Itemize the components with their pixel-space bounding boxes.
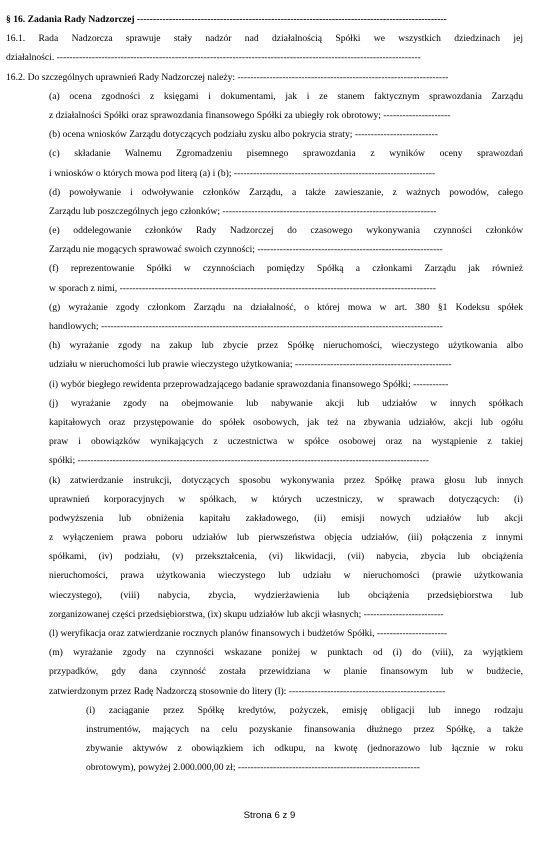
text-line: (g) wyrażanie zgody członkom Zarządu na działalność, o której mowa w art. 380 §1 Kodeksu spółek xyxy=(49,301,523,313)
text-line: przypadków, gdy dana czynność została przewidziana w planie finansowym lub w budżecie, xyxy=(49,666,523,678)
text-line: (l) weryfikacja oraz zatwierdzanie rocznych planów finansowych i budżetów Spółki, ---------------------- xyxy=(49,628,448,639)
text-line: (m) wyrażanie zgody na czynności wskazane poniżej w punktach od (i) do (viii), za wyjątkiem xyxy=(49,647,523,659)
text-line: (b) ocena wniosków Zarządu dotyczących podziału zysku albo pokrycia straty; -------------------------- xyxy=(49,129,438,141)
section-heading: § 16. Zadania Rady Nadzorczej ------------------------------------------------------------------------------------------------- xyxy=(6,14,447,25)
text-line: spółkami, (iv) podziału, (v) przekształcenia, (vi) likwidacji, (vii) nabycia, zbycia lub obciążenia xyxy=(49,551,523,563)
text-line: nieruchomości, prawa użytkowania wieczystego lub udziału w nieruchomości (prawie użytkowania xyxy=(49,570,523,582)
text-line: Zarządu lub poszczególnych jego członków; ------------------------------------------------------------------- xyxy=(49,205,437,217)
text-line: uprawnień korporacyjnych w spółkach, w których uczestniczy, w sprawach dotyczących: (i) xyxy=(49,493,523,505)
text-line: udziału w nieruchomości lub prawie wieczystego użytkowania; ------------------------------------------------- xyxy=(49,359,452,371)
text-line: (c) składanie Walnemu Zgromadzeniu pisemnego sprawozdania z wyników oceny sprawozdań xyxy=(49,148,523,160)
text-line: Zarządu nie mogących sprawować swoich czynności; ---------------------------------------------------------- xyxy=(49,244,443,256)
text-line: (f) reprezentowanie Spółki w czynnościach pomiędzy Spółką a członkami Zarządu jak również xyxy=(49,263,523,275)
text-line: z wyłączeniem prawa poboru udziałów lub pierwszeństwa objęcia udziałów, (iii) połączenia z innymi xyxy=(49,532,523,544)
text-line: handlowych; ----------------------------------------------------------------------------------------------------------- xyxy=(49,321,443,332)
text-line: spółki; -------------------------------------------------------------------------------------------------------------- xyxy=(49,455,429,467)
text-line: (i) wybór biegłego rewidenta przeprowadzającego badanie sprawozdania finansowego Spółki; ----------- xyxy=(49,378,449,390)
text-line: (d) powoływanie i odwoływanie członków Zarządu, a także zawieszanie, z ważnych powodów, całego xyxy=(49,186,523,198)
page-number: Strona 6 z 9 xyxy=(243,810,296,821)
text-line: w sporach z nimi, --------------------------------------------------------------------------------------------------- xyxy=(49,282,436,294)
text-line: (j) wyrażanie zgody na obejmowanie lub nabywanie akcji lub udziałów w innych spółkach xyxy=(49,397,523,409)
text-line: kapitałowych oraz przystępowanie do spółek osobowych, jak też na zbywania udziałów, akcji lub ogółu xyxy=(49,416,523,428)
text-line: zbywanie aktywów z obowiązkiem ich odkupu, na kwotę (jednorazowo lub łącznie w roku xyxy=(86,743,523,755)
text-line: (i) zaciąganie przez Spółkę kredytów, pożyczek, emisję obligacji lub innego rodzaju xyxy=(86,704,523,716)
text-line: i wniosków o których mowa pod literą (a) i (b); --------------------------------------------------------------- xyxy=(49,167,436,179)
text-line: zatwierdzonym przez Radę Nadzorczą stosownie do litery (l): ------------------------------------------------- xyxy=(49,685,446,697)
text-line: praw i obowiązków wynikających z uczestnictwa w spółce osobowej oraz na wystąpienie z takiej xyxy=(49,436,523,448)
document-body xyxy=(6,10,523,778)
text-line: wieczystego), (viii) nabycia, zbycia, wydzierżawienia lub obciążenia przedsiębiorstwa lub xyxy=(49,589,523,601)
text-line: zorganizowanej części przedsiębiorstwa, (ix) skupu udziałów lub akcji własnych; ------------------------- xyxy=(49,608,444,620)
text-line: z działalności Spółki oraz sprawozdania finansowego Spółki za ubiegły rok obrotowy; --------------------- xyxy=(49,109,451,121)
text-line: działalności. ------------------------------------------------------------------------------------------------------------------ xyxy=(6,52,421,64)
text-line: 16.2. Do szczególnych uprawnień Rady Nadzorczej należy: ------------------------------------------------------------------ xyxy=(6,71,449,83)
text-line: podwyższenia lub obniżenia kapitału zakładowego, (ii) emisji nowych udziałów lub akcji xyxy=(49,512,523,524)
text-line: (k) zatwierdzanie instrukcji, dotyczących sposobu wykonywania przez Spółkę prawa głosu lub innych xyxy=(49,474,523,486)
text-line: (h) wyrażanie zgody na zakup lub zbycie przez Spółkę nieruchomości, wieczystego użytkowania albo xyxy=(49,340,523,352)
text-line: (a) ocena zgodności z księgami i dokumentami, jak i ze stanem faktycznym sprawozdania Zarządu xyxy=(49,90,523,102)
text-line: instrumentów, mających na celu pozyskanie finansowania dłużnego przez Spółkę, a także xyxy=(86,723,523,735)
text-line: obrotowym), powyżej 2.000.000,00 zł; --------------------------------------------------------- xyxy=(86,762,420,774)
text-line: (e) oddelegowanie członków Rady Nadzorczej do czasowego wykonywania czynności członków xyxy=(49,225,523,237)
text-line: 16.1. Rada Nadzorcza sprawuje stały nadzór nad działalnością Spółki we wszystkich dziedzinach jej xyxy=(6,33,523,45)
